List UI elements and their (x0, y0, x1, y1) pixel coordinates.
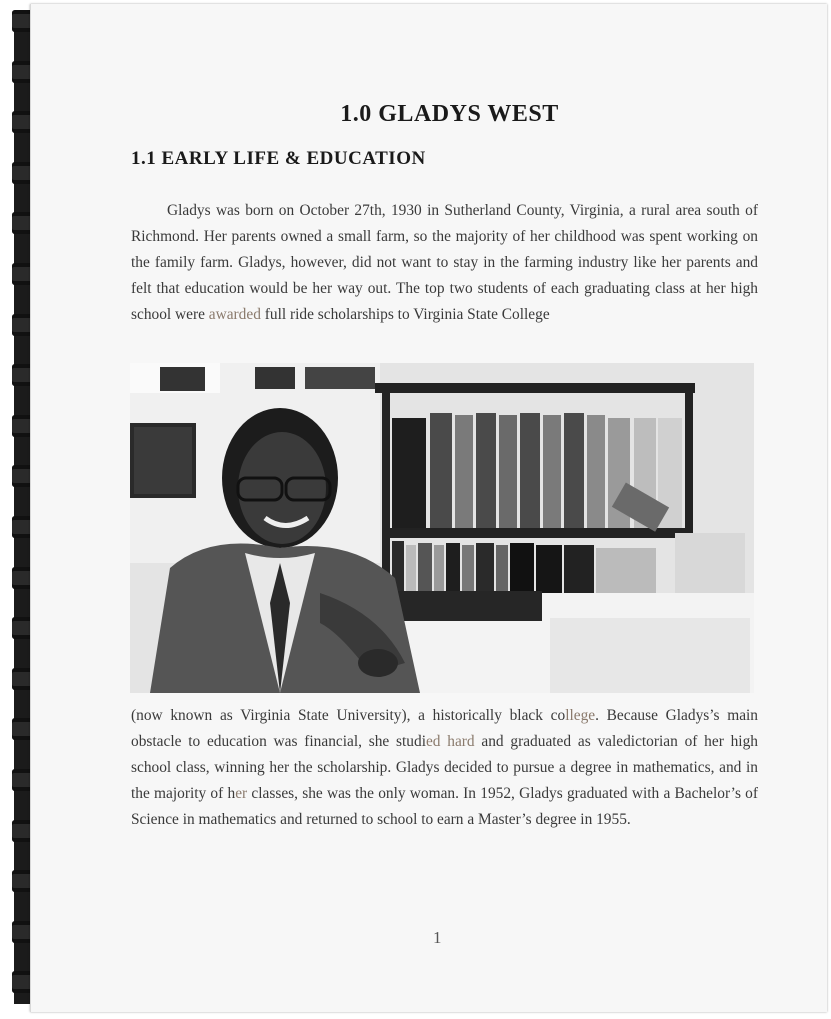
paragraph-text: Gladys was born on October 27th, 1930 in Sutherland County, Virginia, a rural area south of Richmond. Her parents owned a small farm, so the majority of her childhood was spent working on the family farm. Gladys, however, did not want to stay in the farming industry like her parents and felt that education would be her way out. The top two students of each graduating class at her high school were (131, 202, 758, 323)
faded-text: er (235, 785, 248, 802)
paragraph-text: . Because Gladys’s main obstacle to education was financial, she studi (131, 707, 758, 750)
paragraph-text: classes, she was the only woman. In 1952, Gladys graduated with a Bachelor’s of Science in mathematics and returned to school to earn a Master’s degree in 1955. (131, 785, 758, 828)
faded-text: ed hard (425, 733, 475, 750)
paragraph-education (131, 703, 758, 833)
page-title: 1.0 GLADYS WEST (340, 101, 559, 127)
faded-text: llege (565, 707, 596, 724)
section-heading: 1.1 EARLY LIFE & EDUCATION (131, 148, 426, 169)
page-number: 1 (433, 928, 442, 947)
paragraph-early-life (131, 198, 758, 328)
photo-graphic (130, 363, 754, 693)
portrait-photo (130, 363, 754, 693)
paragraph-text: and graduated as valedictorian of her high school class, winning her the scholarship. Gladys decided to pursue a degree in mathematics, and in the majority of h (131, 733, 758, 802)
paragraph-text: full ride scholarships to Virginia State College (260, 306, 550, 323)
faded-text: awarded (208, 306, 261, 323)
paragraph-text: (now known as Virginia State University), a historically black co (131, 707, 566, 724)
